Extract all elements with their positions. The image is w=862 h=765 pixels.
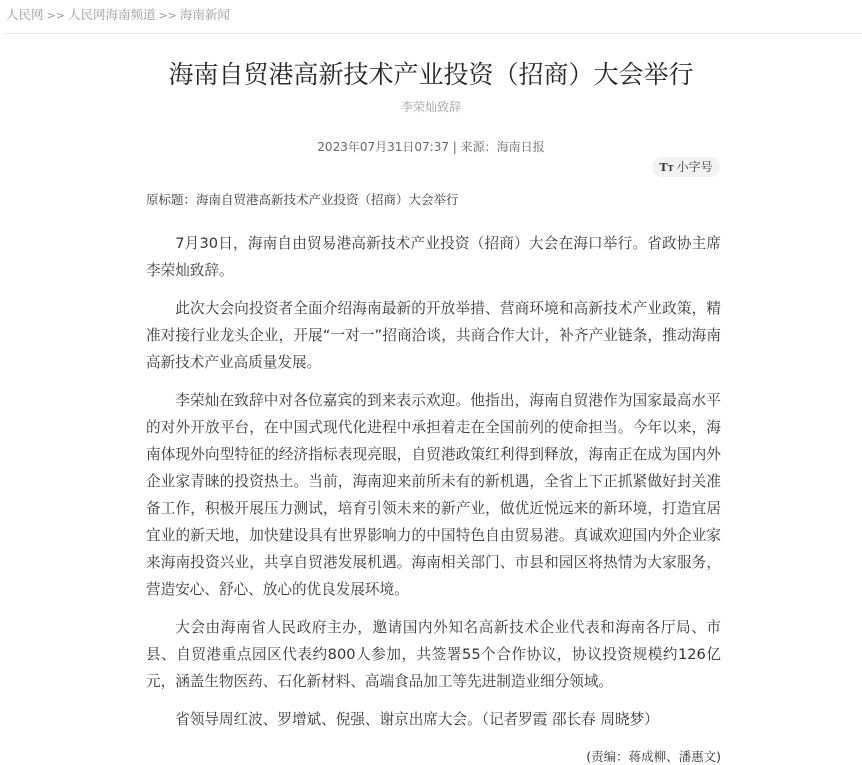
breadcrumb-separator: >> <box>46 9 65 22</box>
article-body <box>146 190 721 765</box>
breadcrumb-link-hainan-channel[interactable]: 人民网海南频道 <box>67 7 156 22</box>
divider <box>4 33 862 34</box>
breadcrumb-separator: >> <box>158 9 177 22</box>
breadcrumb <box>6 5 230 23</box>
paragraph: 李荣灿在致辞中对各位嘉宾的到来表示欢迎。他指出，海南自贸港作为国家最高水平的对外开放平台，在中国式现代化进程中承担着走在全国前列的使命担当。今年以来，海南体现外向型特征的经济指标表现亮眼，自贸港政策红利得到释放，海南正在成为国内外企业家青睐的投资热土。当前，海南迎来前所未有的新机遇，全省上下正抓紧做好封关准备工作，积极开展压力测试，培育引领未来的新产业，做优近悦远来的新环境，打造宜居宜业的新天地，加快建设具有世界影响力的中国特色自由贸易港。真诚欢迎国内外企业家来海南投资兴业，共享自贸港发展机遇。海南相关部门、市县和园区将热情为大家服务，营造安心、舒心、放心的优良发展环境。 <box>146 392 721 598</box>
breadcrumb-link-people-net[interactable]: 人民网 <box>6 7 44 22</box>
paragraph: 此次大会向投资者全面介绍海南最新的开放举措、营商环境和高新技术产业政策，精准对接行业龙头企业，开展“一对一”招商洽谈，共商合作大计，补齐产业链条，推动海南高新技术产业高质量发展。 <box>146 300 721 371</box>
paragraph: 7月30日，海南自由贸易港高新技术产业投资（招商）大会在海口举行。省政协主席李荣灿致辞。 <box>146 235 721 279</box>
text-size-icon: TT <box>659 161 674 174</box>
paragraph: 省领导周红波、罗增斌、倪强、谢京出席大会。（记者罗霞 邵长春 周晓梦） <box>175 711 659 728</box>
page-title: 海南自贸港高新技术产业投资（招商）大会举行 <box>168 60 694 89</box>
article-source: 来源：海南日报 <box>460 140 545 154</box>
font-size-button[interactable] <box>652 157 720 177</box>
breadcrumb-link-hainan-news[interactable]: 海南新闻 <box>179 7 230 22</box>
publish-date: 2023年07月31日07:37 <box>317 140 449 154</box>
font-size-label: 小字号 <box>676 160 713 174</box>
editor-credit: (责编：蒋成柳、潘惠文) <box>586 749 721 764</box>
meta-divider: | <box>452 140 457 154</box>
article-meta <box>0 138 862 155</box>
original-title: 原标题：海南自贸港高新技术产业投资（招商）大会举行 <box>146 192 459 207</box>
paragraph: 大会由海南省人民政府主办，邀请国内外知名高新技术企业代表和海南各厅局、市县、自贸港重点园区代表约800人参加，共签署55个合作协议，协议投资规模约126亿元，涵盖生物医药、石化新材料、高端食品加工等先进制造业细分领域。 <box>146 619 721 690</box>
article-subtitle: 李荣灿致辞 <box>400 100 461 114</box>
